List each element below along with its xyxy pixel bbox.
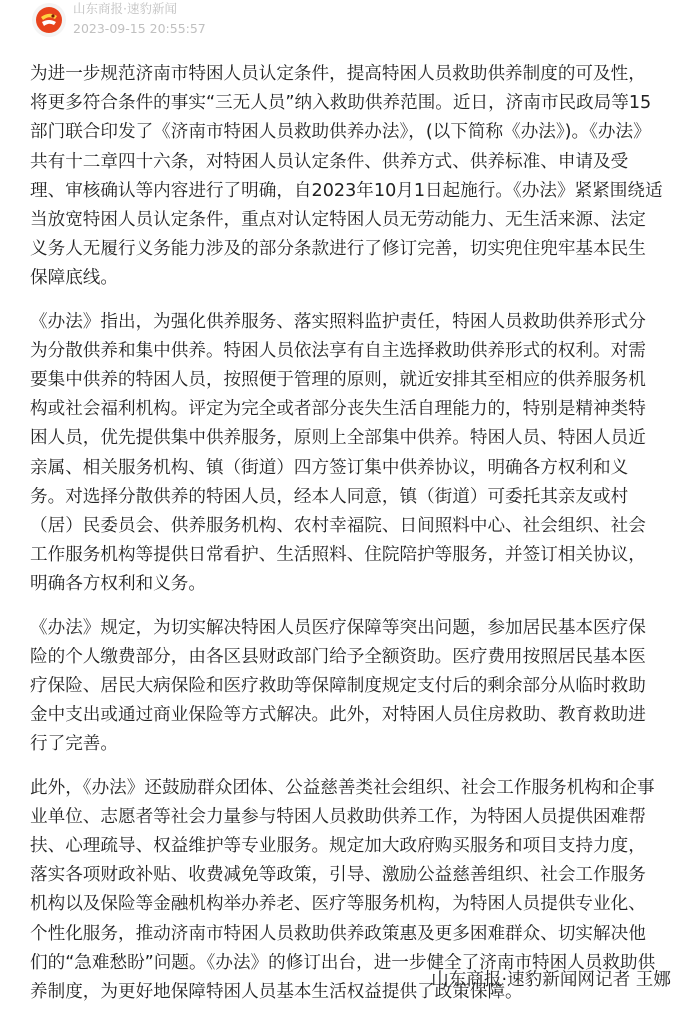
article-byline: 山东商报·速豹新闻网记者 王娜 bbox=[431, 970, 671, 990]
article-paragraph: 为进一步规范济南市特困人员认定条件，提高特困人员救助供养制度的可及性，将更多符合条件的事实“三无人员”纳入救助供养范围。近日，济南市民政局等15部门联合印发了《济南市特困人员救助供养办法》，(以下简称《办法》)。《办法》共有十二章四十六条，对特困人员认定条件、供养方式、供养标准、申请及受理、审核确认等内容进行了明确，自2023年10月1日起施行。《办法》紧紧围绕适当放宽特困人员认定条件，重点对认定特困人员无劳动能力、无生活来源、法定义务人无履行义务能力涉及的部分条款进行了修订完善，切实兜住兜牢基本民生保障底线。 bbox=[30, 64, 663, 289]
source-name[interactable]: 山东商报·速豹新闻 bbox=[73, 1, 177, 16]
article-paragraph: 《办法》指出，为强化供养服务、落实照料监护责任，特困人员救助供养形式分为分散供养和集中供养。特困人员依法享有自主选择救助供养形式的权利。对需要集中供养的特困人员，按照便于管理的原则，就近安排其至相应的供养服务机构或社会福利机构。评定为完全或者部分丧失生活自理能力的，特别是精神类特困人员，优先提供集中供养服务，原则上全部集中供养。特困人员、特困人员近亲属、相关服务机构、镇（街道）四方签订集中供养协议，明确各方权利和义务。对选择分散供养的特困人员，经本人同意，镇（街道）可委托其亲友或村（居）民委员会、供养服务机构、农村幸福院、日间照料中心、社会组织、社会工作服务机构等提供日常看护、生活照料、住院陪护等服务，并签订相关协议，明确各方权利和义务。 bbox=[30, 311, 646, 595]
article-header bbox=[0, 0, 691, 44]
leopard-logo-icon bbox=[34, 5, 64, 35]
publish-timestamp: 2023-09-15 20:55:57 bbox=[73, 21, 206, 36]
article-paragraph: 此外，《办法》还鼓励群众团体、公益慈善类社会组织、社会工作服务机构和企事业单位、志愿者等社会力量参与特困人员救助供养工作，为特困人员提供困难帮扶、心理疏导、权益维护等专业服务。规定加大政府购买服务和项目支持力度，落实各项财政补贴、收费减免等政策，引导、激励公益慈善组织、社会工作服务机构以及保险等金融机构举办养老、医疗等服务机构，为特困人员提供专业化、个性化服务，推动济南市特困人员救助供养政策惠及更多困难群众、切实解决他们的“急难愁盼”问题。《办法》的修订出台，进一步健全了济南市特困人员救助供养制度，为更好地保障特困人员基本生活权益提供了政策保障。 bbox=[30, 777, 656, 1003]
article-body bbox=[30, 60, 663, 1021]
avatar[interactable] bbox=[32, 3, 66, 37]
article-paragraph: 《办法》规定，为切实解决特困人员医疗保障等突出问题，参加居民基本医疗保险的个人缴费部分，由各区县财政部门给予全额资助。医疗费用按照居民基本医疗保险、居民大病保险和医疗救助等保障制度规定支付后的剩余部分从临时救助金中支出或通过商业保险等方式解决。此外，对特困人员住房救助、教育救助进行了完善。 bbox=[30, 617, 646, 755]
